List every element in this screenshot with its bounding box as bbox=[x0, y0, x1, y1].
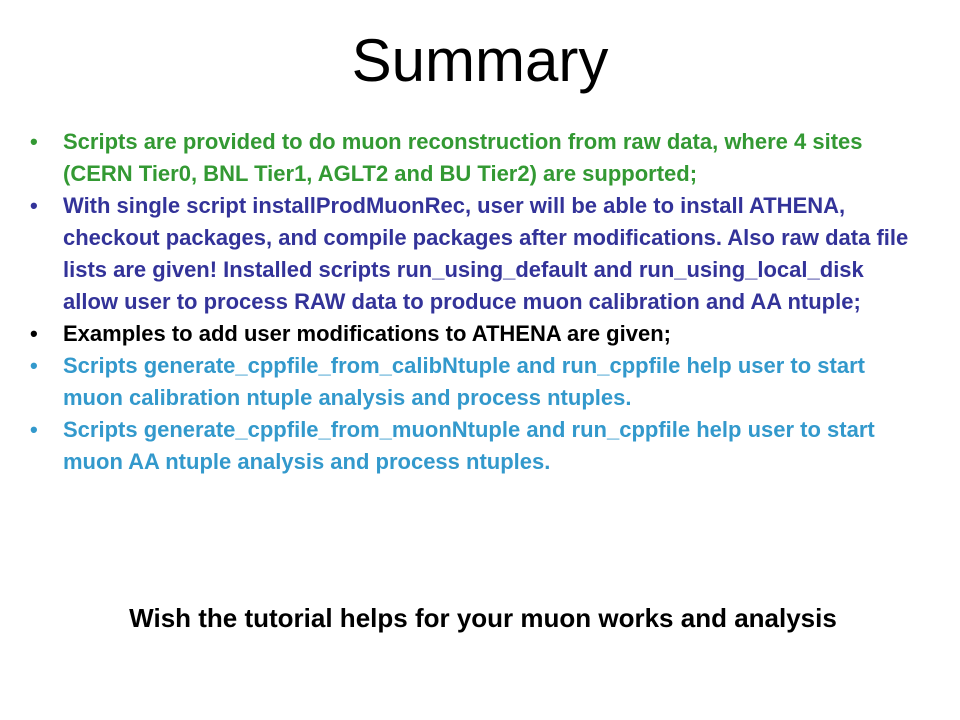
bullet-text: Scripts generate_cppfile_from_calibNtuple and run_cppfile help user to start muon calibration ntuple analysis and process ntuples. bbox=[63, 353, 865, 410]
bullet-list bbox=[0, 126, 960, 478]
bullet-text: Examples to add user modifications to ATHENA are given; bbox=[63, 321, 671, 346]
bullet-text: With single script installProdMuonRec, user will be able to install ATHENA, checkout packages, and compile packages after modifications. Also raw data file lists are given! Installed scripts run_using_default and run_using_local_disk allow user to process RAW data to produce muon calibration and AA ntuple; bbox=[63, 193, 909, 314]
slide-title: Summary bbox=[351, 27, 609, 94]
bullet-text: Scripts are provided to do muon reconstruction from raw data, where 4 sites (CERN Tier0, BNL Tier1, AGLT2 and BU Tier2) are supported; bbox=[63, 129, 863, 186]
bullet-item-examples bbox=[0, 318, 960, 350]
bullet-icon: • bbox=[30, 353, 38, 378]
bullet-item-install-script bbox=[0, 190, 960, 318]
bullet-text: Scripts generate_cppfile_from_muonNtuple and run_cppfile help user to start muon AA ntuple analysis and process ntuples. bbox=[63, 417, 875, 474]
bullet-icon: • bbox=[30, 417, 38, 442]
closing-message: Wish the tutorial helps for your muon works and analysis bbox=[129, 603, 837, 633]
bullet-item-muon-ntuple bbox=[0, 414, 960, 478]
bullet-icon: • bbox=[30, 321, 38, 346]
bullet-icon: • bbox=[30, 129, 38, 154]
bullet-item-calib-ntuple bbox=[0, 350, 960, 414]
bullet-icon: • bbox=[30, 193, 38, 218]
bullet-item-sites bbox=[0, 126, 960, 190]
